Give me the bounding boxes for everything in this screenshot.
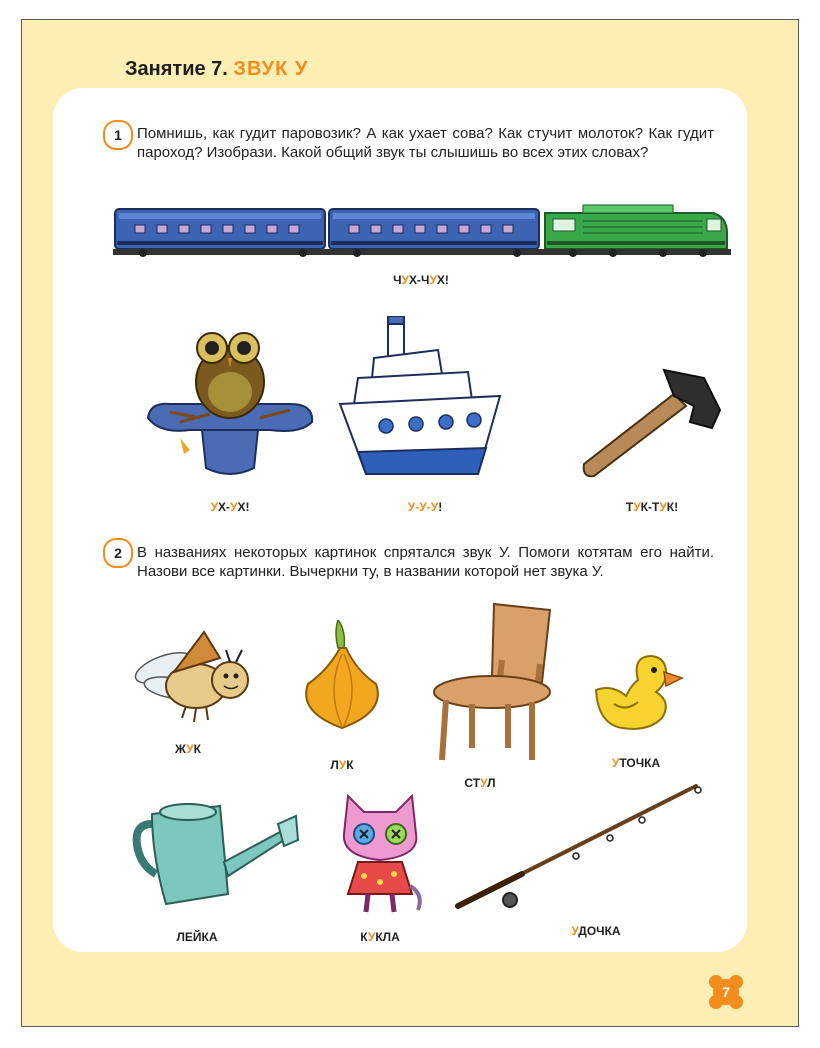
onion-illustration — [298, 620, 388, 732]
doll-caption: КУКЛА — [360, 930, 400, 944]
ship-illustration — [338, 316, 504, 478]
task-2-number: 2 — [103, 538, 133, 568]
watering-can-illustration — [132, 796, 300, 912]
onion-caption: ЛУК — [330, 758, 354, 772]
duckling-caption: УТОЧКА — [611, 756, 661, 770]
task-1-text: Помнишь, как гудит паровозик? А как ухает сова? Как стучит молоток? Как гудит пароход? Изобрази. Какой общий звук ты слышишь во всех этих словах? — [137, 125, 714, 161]
chair-caption: СТУЛ — [464, 776, 496, 790]
task-1-number: 1 — [103, 120, 133, 150]
owl-caption: УХ-УХ! — [210, 500, 250, 514]
lesson-label: Занятие 7. — [125, 58, 228, 80]
chair-illustration — [432, 600, 564, 764]
fishing-rod-caption: УДОЧКА — [571, 924, 621, 938]
task-2-text: В названиях некоторых картинок спрятался звук У. Помоги котятам его найти. Назови все картинки. Вычеркни ту, в названии которой нет звука У. — [137, 544, 714, 580]
doll-illustration — [334, 790, 426, 916]
page-title — [125, 58, 308, 81]
hammer-caption: ТУК-ТУК! — [625, 500, 679, 514]
page-number: 7 — [722, 984, 730, 1000]
beetle-caption: ЖУК — [175, 742, 201, 756]
lesson-topic: ЗВУК У — [233, 58, 309, 80]
train-illustration — [113, 203, 731, 259]
ship-caption: У-У-У! — [407, 500, 443, 514]
train-caption: ЧУХ-ЧУХ! — [393, 273, 449, 287]
beetle-illustration — [134, 628, 252, 726]
fishing-rod-illustration — [452, 778, 704, 914]
owl-illustration — [140, 318, 320, 486]
locomotive — [545, 205, 727, 249]
duckling-illustration — [592, 654, 684, 732]
hammer-illustration — [578, 366, 728, 480]
train-car-2 — [329, 209, 539, 249]
train-car-1 — [115, 209, 325, 249]
watering-can-caption: ЛЕЙКА — [176, 930, 218, 944]
